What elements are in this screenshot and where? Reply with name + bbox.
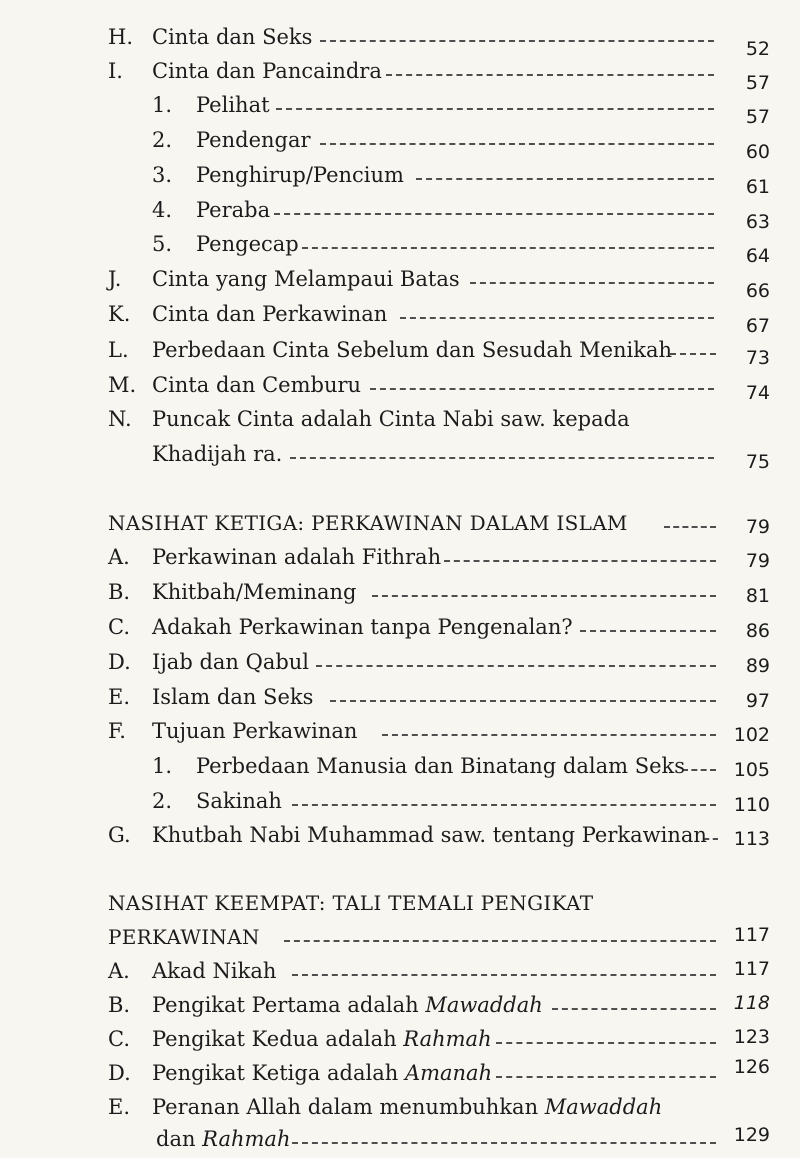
entry-title: Perbedaan Manusia dan Binatang dalam Seks [196,754,686,778]
toc-entry[interactable] [0,988,800,1022]
dot-leader [290,457,714,459]
toc-entry[interactable] [0,297,800,337]
toc-entry[interactable] [0,368,800,402]
entry-label: 1. [152,93,173,117]
toc-entry[interactable] [0,680,800,714]
dot-leader [292,974,716,976]
entry-title: Cinta dan Pancaindra [152,59,382,83]
dot-leader [444,560,716,562]
entry-title: Cinta yang Melampaui Batas [152,267,460,291]
toc-entry[interactable] [0,158,800,198]
entry-title: Tujuan Perkawinan [152,719,358,743]
entry-page: 75 [745,451,770,473]
entry-page: 81 [745,585,770,607]
dot-leader [370,388,714,390]
entry-page: 123 [733,1026,770,1048]
toc-entry[interactable] [0,1022,800,1056]
entry-label: D. [108,1061,131,1085]
toc-entry[interactable] [0,784,800,818]
dot-leader [400,317,714,319]
entry-label: 3. [152,163,173,187]
toc-entry[interactable] [0,437,800,471]
entry-title: Sakinah [196,789,282,813]
entry-label: D. [108,650,131,674]
dot-leader [552,1008,716,1010]
entry-page: 113 [733,828,770,850]
section-title: NASIHAT KETIGA: PERKAWINAN DALAM ISLAM [108,511,628,535]
entry-label: 2. [152,789,173,813]
entry-title: Puncak Cinta adalah Cinta Nabi saw. kepada [152,407,630,431]
toc-entry[interactable] [0,954,800,988]
entry-title: Pengecap [196,232,299,256]
toc-entry[interactable] [0,193,800,233]
entry-label: 2. [152,128,173,152]
entry-title: Khitbah/Meminang [152,580,357,604]
entry-label: J. [108,267,122,291]
entry-label: F. [108,719,126,743]
dot-leader [670,353,716,355]
toc-entry[interactable] [0,54,800,94]
entry-title: Penghirup/Pencium [196,163,404,187]
toc-entry[interactable] [0,1090,800,1124]
entry-title: Peranan Allah dalam menumbuhkan Mawaddah [152,1095,663,1119]
entry-label: K. [108,302,131,326]
toc-entry[interactable] [0,818,800,852]
dot-leader [382,734,716,736]
dot-leader [302,247,714,249]
toc-entry[interactable] [0,610,800,644]
entry-label: 1. [152,754,173,778]
entry-page: 66 [745,280,770,302]
dot-leader [682,769,716,771]
dot-leader [372,595,716,597]
entry-label: E. [108,685,131,709]
entry-title: Cinta dan Perkawinan [152,302,388,326]
toc-entry[interactable] [0,402,800,436]
entry-label: I. [108,59,123,83]
entry-title: Perbedaan Cinta Sebelum dan Sesudah Menikah [152,338,673,362]
entry-title: Akad Nikah [152,959,277,983]
entry-page: 57 [745,72,770,94]
dot-leader [704,838,718,840]
dot-leader [330,700,716,702]
entry-page: 74 [745,382,770,404]
toc-entry[interactable] [0,1056,800,1090]
toc-entry[interactable] [0,88,800,128]
toc-section-heading[interactable] [0,506,800,540]
entry-page: 64 [745,245,770,267]
entry-label: C. [108,615,130,639]
entry-page: 117 [733,958,770,980]
entry-label: A. [108,545,130,569]
entry-page: 89 [745,655,770,677]
entry-page: 52 [745,38,770,60]
entry-label: A. [108,959,130,983]
toc-entry[interactable] [0,227,800,267]
toc-entry[interactable] [0,540,800,574]
entry-title: Pelihat [196,93,270,117]
entry-title: dan Rahmah [156,1127,291,1151]
entry-page: 86 [745,620,770,642]
entry-title: Khadijah ra. [152,442,283,466]
toc-entry[interactable] [0,714,800,748]
entry-title: Pengikat Pertama adalah Mawaddah [152,993,543,1017]
entry-title: Ijab dan Qabul [152,650,310,674]
dot-leader [580,630,716,632]
section-title: PERKAWINAN [108,925,260,949]
entry-page: 79 [745,516,770,538]
entry-label: L. [108,338,129,362]
entry-page: 126 [733,1056,770,1078]
entry-page: 57 [745,106,770,128]
entry-label: C. [108,1027,130,1051]
toc-entry[interactable] [0,333,800,367]
entry-page: 73 [745,347,770,369]
entry-page: 67 [745,315,770,337]
entry-label: B. [108,580,131,604]
entry-label: H. [108,25,133,49]
entry-title: Pengikat Kedua adalah Rahmah [152,1027,492,1051]
entry-page: 102 [733,724,770,746]
dot-leader [416,178,714,180]
dot-leader [274,213,714,215]
entry-page: 117 [733,924,770,946]
entry-label: M. [108,373,137,397]
entry-page: 60 [745,141,770,163]
entry-page: 61 [745,176,770,198]
entry-page: 63 [745,211,770,233]
dot-leader [292,804,716,806]
entry-page: 105 [733,759,770,781]
dot-leader [284,940,716,942]
entry-title: Cinta dan Cemburu [152,373,362,397]
toc-entry[interactable] [0,1122,800,1156]
toc-entry[interactable] [0,575,800,609]
dot-leader [276,108,714,110]
entry-title: Adakah Perkawinan tanpa Pengenalan? [152,615,573,639]
entry-page: 97 [745,690,770,712]
entry-title: Khutbah Nabi Muhammad saw. tentang Perkawinan [152,823,707,847]
entry-label: N. [108,407,132,431]
toc-entry[interactable] [0,20,800,60]
toc-entry[interactable] [0,123,800,163]
dot-leader [320,143,714,145]
section-title: NASIHAT KEEMPAT: TALI TEMALI PENGIKAT [108,891,594,915]
entry-page: 110 [733,794,770,816]
dot-leader [316,665,716,667]
entry-label: B. [108,993,131,1017]
dot-leader [664,526,716,528]
entry-title: Islam dan Seks [152,685,314,709]
entry-page: 118 [733,992,770,1014]
toc-section-heading[interactable] [0,920,800,954]
dot-leader [320,40,714,42]
entry-title: Perkawinan adalah Fithrah [152,545,442,569]
dot-leader [386,74,714,76]
entry-label: 4. [152,198,173,222]
entry-label: E. [108,1095,131,1119]
entry-title: Cinta dan Seks [152,25,313,49]
toc-section-heading[interactable] [0,886,800,920]
dot-leader [470,282,714,284]
entry-label: G. [108,823,131,847]
entry-title: Pendengar [196,128,311,152]
dot-leader [292,1142,716,1144]
entry-page: 129 [733,1124,770,1146]
entry-page: 79 [745,550,770,572]
toc-entry[interactable] [0,645,800,679]
entry-title: Pengikat Ketiga adalah Amanah [152,1061,493,1085]
entry-label: 5. [152,232,173,256]
entry-title: Peraba [196,198,271,222]
dot-leader [496,1076,716,1078]
toc-entry[interactable] [0,262,800,302]
dot-leader [496,1042,716,1044]
toc-entry[interactable] [0,749,800,783]
